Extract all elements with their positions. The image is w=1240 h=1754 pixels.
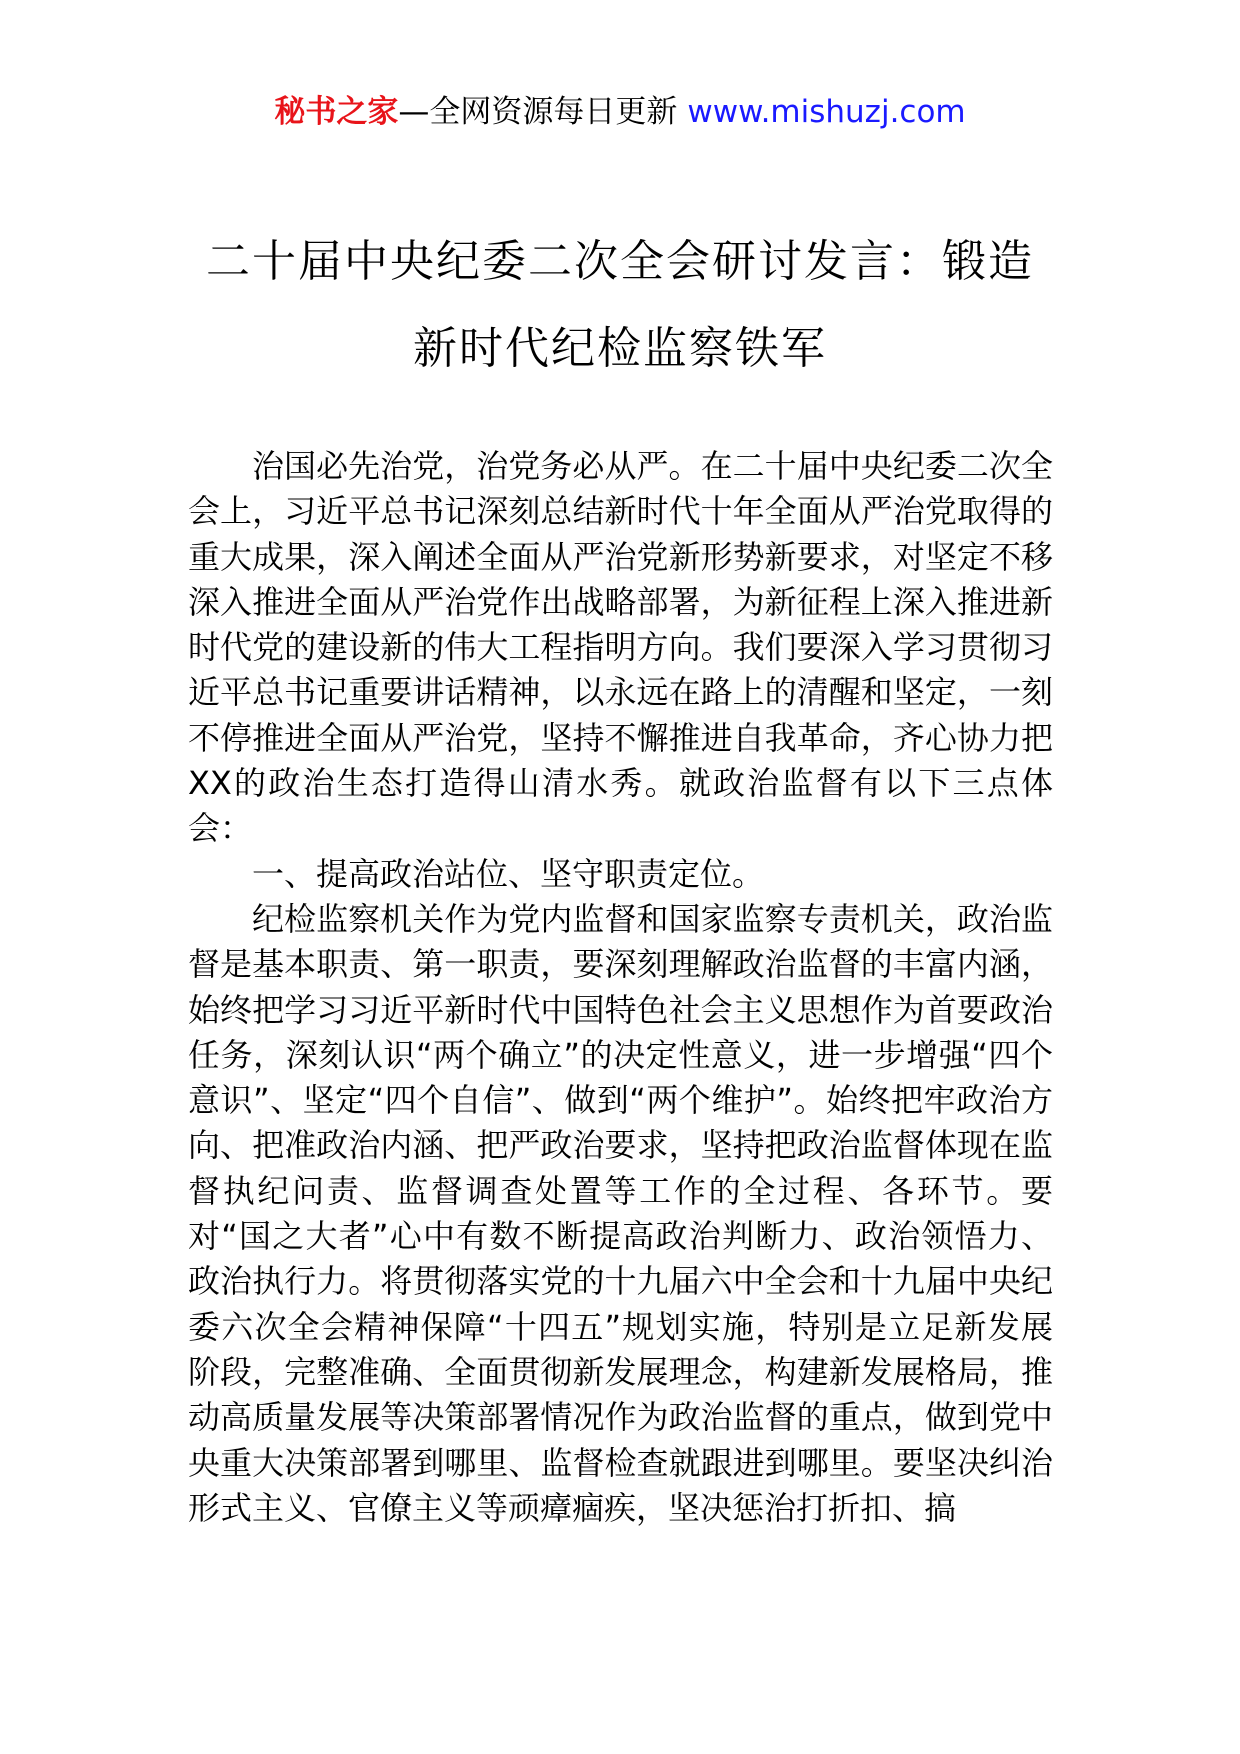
paragraph-section-1: 纪检监察机关作为党内监督和国家监察专责机关，政治监督是基本职责、第一职责，要深刻理解政治监督的丰富内涵，始终把学习习近平新时代中国特色社会主义思想作为首要政治任务，深刻认识“两个确立”的决定性意义，进一步增强“四个意识”、坚定“四个自信”、做到“两个维护”。始终把牢政治方向、把准政治内涵、把严政治要求，坚持把政治监督体现在监督执纪问责、监督调查处置等工作的全过程、各环节。要对“国之大者”心中有数不断提高政治判断力、政治领悟力、政治执行力。将贯彻落实党的十九届六中全会和十九届中央纪委六次全会精神保障“十四五”规划实施，特别是立足新发展阶段，完整准确、全面贯彻新发展理念，构建新发展格局，推动高质量发展等决策部署情况作为政治监督的重点，做到党中央重大决策部署到哪里、监督检查就跟进到哪里。要坚决纠治形式主义、官僚主义等顽瘴痼疾，坚决惩治打折扣、搞 [188, 899, 1053, 1527]
paragraph-intro: 治国必先治党，治党务必从严。在二十届中央纪委二次全会上，习近平总书记深刻总结新时代十年全面从严治党取得的重大成果，深入阐述全面从严治党新形势新要求，对坚定不移深入推进全面从严治党作出战略部署，为新征程上深入推进新时代党的建设新的伟大工程指明方向。我们要深入学习贯彻习近平总书记重要讲话精神，以永远在路上的清醒和坚定，一刻不停推进全面从严治党，坚持不懈推进自我革命，齐心协力把XX的政治生态打造得山清水秀。就政治监督有以下三点体会： [188, 447, 1053, 848]
site-brand: 秘书之家 [274, 94, 399, 130]
document-title-line-1: 二十届中央纪委二次全会研讨发言：锻造 [206, 236, 1034, 287]
site-header [0, 92, 1240, 132]
site-url-link[interactable]: www.mishuzj.com [687, 94, 966, 130]
document-body [188, 444, 1053, 1531]
site-tagline: —全网资源每日更新 [398, 94, 678, 130]
section-heading-1: 一、提高政治站位、坚守职责定位。 [252, 854, 765, 893]
document-title-line-2: 新时代纪检监察铁军 [413, 323, 827, 374]
